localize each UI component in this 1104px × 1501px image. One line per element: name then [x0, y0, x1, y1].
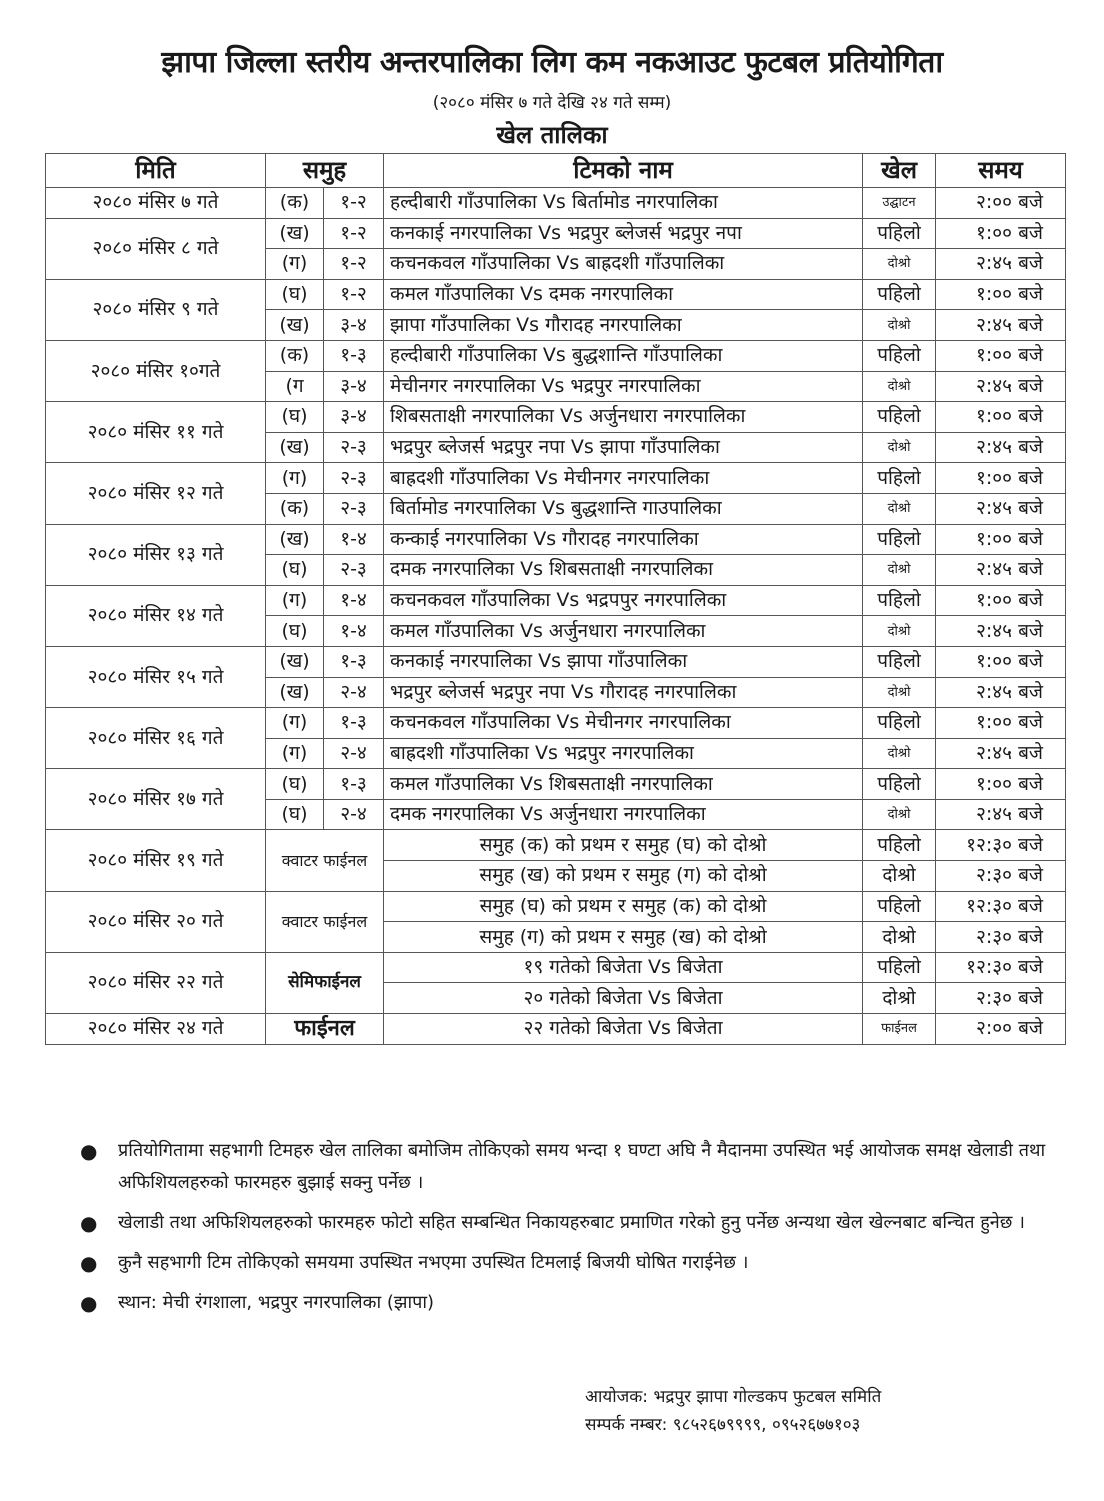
- match-date: २०८० मंसिर १४ गते: [46, 585, 266, 646]
- match-teams: कचनकवल गाँउपालिका Vs भद्रपपुर नगरपालिका: [384, 585, 863, 616]
- group-label: (घ): [266, 279, 324, 310]
- group-label: (ख): [266, 432, 324, 463]
- pair-label: २-४: [324, 677, 384, 708]
- game-label: दोश्रो: [863, 249, 936, 280]
- match-teams: कमल गाँउपालिका Vs अर्जुनधारा नगरपालिका: [384, 616, 863, 647]
- note-item: [80, 1207, 1090, 1239]
- stage-label: क्वाटर फाईनल: [266, 830, 384, 891]
- game-label: उद्घाटन: [863, 188, 936, 219]
- note-text: खेलाडी तथा अफिशियलहरुको फारमहरु फोटो सहित सम्बन्धित निकायहरुबाट प्रमाणित गरेको हुनु पर्नेछ अन्यथा खेल खेल्नबाट बन्चित हुनेछ ।: [118, 1212, 1025, 1233]
- match-teams: बाह्रदशी गाँउपालिका Vs मेचीनगर नगरपालिका: [384, 463, 863, 494]
- match-time: २:४५ बजे: [936, 432, 1066, 463]
- match-date: २०८० मंसिर १७ गते: [46, 769, 266, 830]
- game-label: फाईनल: [863, 1014, 936, 1045]
- stage-label: फाईनल: [266, 1014, 384, 1045]
- match-time: २:४५ बजे: [936, 555, 1066, 586]
- bullet-icon: ●: [80, 1291, 98, 1315]
- match-date: २०८० मंसिर १६ गते: [46, 708, 266, 769]
- match-date: २०८० मंसिर १०गते: [46, 340, 266, 401]
- group-label: (ख): [266, 677, 324, 708]
- pair-label: २-३: [324, 555, 384, 586]
- pair-label: १-४: [324, 616, 384, 647]
- match-date: २०८० मंसिर १२ गते: [46, 463, 266, 524]
- group-label: (घ): [266, 555, 324, 586]
- game-label: दोश्रो: [863, 738, 936, 769]
- game-label: पहिलो: [863, 402, 936, 433]
- pair-label: १-३: [324, 646, 384, 677]
- match-date: २०८० मंसिर ११ गते: [46, 402, 266, 463]
- pair-label: १-३: [324, 340, 384, 371]
- group-label: (क): [266, 493, 324, 524]
- table-row: [46, 463, 1066, 494]
- match-time: १:०० बजे: [936, 769, 1066, 800]
- note-text: स्थान: मेची रंगशाला, भद्रपुर नगरपालिका (झापा): [118, 1292, 435, 1313]
- table-row: [46, 524, 1066, 555]
- document-title: झापा जिल्ला स्तरीय अन्तरपालिका लिग कम नकआउट फुटबल प्रतियोगिता: [161, 45, 943, 80]
- pair-label: २-३: [324, 432, 384, 463]
- match-teams: कनकाई नगरपालिका Vs भद्रपुर ब्लेजर्स भद्रपुर नपा: [384, 218, 863, 249]
- match-date: २०८० मंसिर १३ गते: [46, 524, 266, 585]
- game-label: पहिलो: [863, 646, 936, 677]
- game-label: दोश्रो: [863, 310, 936, 341]
- col-header-game: खेल: [863, 154, 936, 188]
- match-teams: हल्दीबारी गाँउपालिका Vs बुद्धशान्ति गाँउपालिका: [384, 340, 863, 371]
- table-row: [46, 218, 1066, 249]
- match-teams: समुह (ख) को प्रथम र समुह (ग) को दोश्रो: [384, 861, 863, 892]
- match-teams: झापा गाँउपालिका Vs गौरादह नगरपालिका: [384, 310, 863, 341]
- game-label: दोश्रो: [863, 432, 936, 463]
- group-label: (ग): [266, 249, 324, 280]
- match-date: २०८० मंसिर २० गते: [46, 891, 266, 952]
- fixture-table-body: [46, 188, 1066, 1045]
- table-row: [46, 188, 1066, 219]
- match-time: २:३० बजे: [936, 922, 1066, 953]
- match-teams: भद्रपुर ब्लेजर्स भद्रपुर नपा Vs गौरादह नगरपालिका: [384, 677, 863, 708]
- table-row: [46, 830, 1066, 861]
- match-teams: समुह (क) को प्रथम र समुह (घ) को दोश्रो: [384, 830, 863, 861]
- bullet-icon: ●: [80, 1251, 98, 1275]
- pair-label: १-२: [324, 188, 384, 219]
- match-time: १:०० बजे: [936, 402, 1066, 433]
- game-label: पहिलो: [863, 524, 936, 555]
- match-date: २०८० मंसिर १९ गते: [46, 830, 266, 891]
- game-label: दोश्रो: [863, 493, 936, 524]
- match-time: १२:३० बजे: [936, 891, 1066, 922]
- match-time: २:४५ बजे: [936, 799, 1066, 830]
- match-teams: २२ गतेको बिजेता Vs बिजेता: [384, 1014, 863, 1045]
- group-label: (ग): [266, 738, 324, 769]
- group-label: (ख): [266, 646, 324, 677]
- match-time: १:०० बजे: [936, 585, 1066, 616]
- notes-list: [80, 1135, 1090, 1327]
- col-header-date: मिति: [46, 154, 266, 188]
- match-teams: कन्काई नगरपालिका Vs गौरादह नगरपालिका: [384, 524, 863, 555]
- match-time: १:०० बजे: [936, 708, 1066, 739]
- fixture-table: [45, 153, 1066, 1045]
- pair-label: ३-४: [324, 310, 384, 341]
- match-time: २:४५ बजे: [936, 371, 1066, 402]
- pair-label: १-४: [324, 524, 384, 555]
- col-header-time: समय: [936, 154, 1066, 188]
- footer-block: [585, 1383, 881, 1439]
- pair-label: १-४: [324, 585, 384, 616]
- game-label: पहिलो: [863, 279, 936, 310]
- group-label: (घ): [266, 769, 324, 800]
- match-time: २:४५ बजे: [936, 677, 1066, 708]
- group-label: (घ): [266, 799, 324, 830]
- game-label: दोश्रो: [863, 555, 936, 586]
- match-teams: बाह्रदशी गाँउपालिका Vs भद्रपुर नगरपालिका: [384, 738, 863, 769]
- match-teams: समुह (घ) को प्रथम र समुह (क) को दोश्रो: [384, 891, 863, 922]
- game-label: पहिलो: [863, 340, 936, 371]
- game-label: दोश्रो: [863, 371, 936, 402]
- match-teams: भद्रपुर ब्लेजर्स भद्रपुर नपा Vs झापा गाँउपालिका: [384, 432, 863, 463]
- pair-label: २-४: [324, 799, 384, 830]
- game-label: दोश्रो: [863, 922, 936, 953]
- group-label: (घ): [266, 616, 324, 647]
- game-label: पहिलो: [863, 830, 936, 861]
- match-teams: मेचीनगर नगरपालिका Vs भद्रपुर नगरपालिका: [384, 371, 863, 402]
- match-time: १:०० बजे: [936, 646, 1066, 677]
- match-teams: कमल गाँउपालिका Vs शिबसताक्षी नगरपालिका: [384, 769, 863, 800]
- table-row: [46, 1014, 1066, 1045]
- match-teams: बिर्तामोड नगरपालिका Vs बुद्धशान्ति गाउपालिका: [384, 493, 863, 524]
- game-label: पहिलो: [863, 463, 936, 494]
- table-row: [46, 891, 1066, 922]
- table-row: [46, 952, 1066, 983]
- match-time: २:०० बजे: [936, 188, 1066, 219]
- group-label: (ख): [266, 310, 324, 341]
- group-label: (ग): [266, 585, 324, 616]
- pair-label: २-३: [324, 493, 384, 524]
- match-teams: कमल गाँउपालिका Vs दमक नगरपालिका: [384, 279, 863, 310]
- match-date: २०८० मंसिर ७ गते: [46, 188, 266, 219]
- table-row: [46, 340, 1066, 371]
- note-text: प्रतियोगितामा सहभागी टिमहरु खेल तालिका बमोजिम तोकिएको समय भन्दा १ घण्टा अघि नै मैदानमा उपस्थित भई आयोजक समक्ष खेलाडी तथा अफिशियलहरुको फारमहरु बुझाई सक्नु पर्नेछ ।: [118, 1140, 1046, 1193]
- match-time: २:४५ बजे: [936, 616, 1066, 647]
- stage-label: सेमिफाईनल: [266, 952, 384, 1013]
- game-label: पहिलो: [863, 708, 936, 739]
- organizer-line: आयोजक: भद्रपुर झापा गोल्डकप फुटबल समिति: [585, 1387, 882, 1407]
- pair-label: ३-४: [324, 371, 384, 402]
- match-teams: शिबसताक्षी नगरपालिका Vs अर्जुनधारा नगरपालिका: [384, 402, 863, 433]
- stage-label: क्वाटर फाईनल: [266, 891, 384, 952]
- match-teams: दमक नगरपालिका Vs शिबसताक्षी नगरपालिका: [384, 555, 863, 586]
- game-label: पहिलो: [863, 769, 936, 800]
- table-row: [46, 279, 1066, 310]
- bullet-icon: ●: [80, 1139, 98, 1163]
- table-row: [46, 646, 1066, 677]
- contact-line: सम्पर्क नम्बर: ९८५२६७९९९९, ०९५२६७७१०३: [585, 1415, 861, 1435]
- match-time: २:४५ बजे: [936, 493, 1066, 524]
- col-header-group: समुह: [266, 154, 384, 188]
- match-time: १:०० बजे: [936, 340, 1066, 371]
- schedule-heading: खेल तालिका: [496, 121, 608, 149]
- note-text: कुनै सहभागी टिम तोकिएको समयमा उपस्थित नभएमा उपस्थित टिमलाई बिजयी घोषित गराईनेछ ।: [118, 1252, 749, 1273]
- pair-label: १-३: [324, 769, 384, 800]
- match-teams: १९ गतेको बिजेता Vs बिजेता: [384, 952, 863, 983]
- match-teams: हल्दीबारी गाँउपालिका Vs बिर्तामोड नगरपालिका: [384, 188, 863, 219]
- match-date: २०८० मंसिर १५ गते: [46, 646, 266, 707]
- bullet-icon: ●: [80, 1211, 98, 1235]
- group-label: (ख): [266, 524, 324, 555]
- col-header-teams: टिमको नाम: [384, 154, 863, 188]
- match-teams: दमक नगरपालिका Vs अर्जुनधारा नगरपालिका: [384, 799, 863, 830]
- group-label: (क): [266, 188, 324, 219]
- table-row: [46, 585, 1066, 616]
- group-label: (ग: [266, 371, 324, 402]
- game-label: दोश्रो: [863, 677, 936, 708]
- match-time: २:०० बजे: [936, 1014, 1066, 1045]
- table-header-row: [46, 154, 1066, 188]
- game-label: पहिलो: [863, 585, 936, 616]
- group-label: (क): [266, 340, 324, 371]
- group-label: (ख): [266, 218, 324, 249]
- match-time: १:०० बजे: [936, 218, 1066, 249]
- pair-label: २-३: [324, 463, 384, 494]
- note-item: [80, 1135, 1090, 1199]
- match-date: २०८० मंसिर २४ गते: [46, 1014, 266, 1045]
- table-row: [46, 708, 1066, 739]
- game-label: दोश्रो: [863, 983, 936, 1014]
- pair-label: १-२: [324, 279, 384, 310]
- match-date: २०८० मंसिर ८ गते: [46, 218, 266, 279]
- match-date: २०८० मंसिर २२ गते: [46, 952, 266, 1013]
- note-item: [80, 1247, 1090, 1279]
- game-label: पहिलो: [863, 218, 936, 249]
- group-label: (घ): [266, 402, 324, 433]
- game-label: दोश्रो: [863, 799, 936, 830]
- pair-label: ३-४: [324, 402, 384, 433]
- table-row: [46, 769, 1066, 800]
- match-time: २:४५ बजे: [936, 738, 1066, 769]
- match-time: १:०० बजे: [936, 279, 1066, 310]
- match-time: २:४५ बजे: [936, 249, 1066, 280]
- game-label: पहिलो: [863, 891, 936, 922]
- pair-label: १-२: [324, 218, 384, 249]
- match-teams: कचनकवल गाँउपालिका Vs मेचीनगर नगरपालिका: [384, 708, 863, 739]
- date-range-subtitle: (२०८० मंसिर ७ गते देखि २४ गते सम्म): [432, 93, 672, 113]
- match-time: २:४५ बजे: [936, 310, 1066, 341]
- match-time: १२:३० बजे: [936, 952, 1066, 983]
- match-time: २:३० बजे: [936, 861, 1066, 892]
- note-item: [80, 1287, 1090, 1319]
- match-teams: कनकाई नगरपालिका Vs झापा गाँउपालिका: [384, 646, 863, 677]
- game-label: पहिलो: [863, 952, 936, 983]
- pair-label: २-४: [324, 738, 384, 769]
- match-teams: कचनकवल गाँउपालिका Vs बाह्रदशी गाँउपालिका: [384, 249, 863, 280]
- match-time: १२:३० बजे: [936, 830, 1066, 861]
- match-time: २:३० बजे: [936, 983, 1066, 1014]
- pair-label: १-३: [324, 708, 384, 739]
- match-teams: २० गतेको बिजेता Vs बिजेता: [384, 983, 863, 1014]
- match-teams: समुह (ग) को प्रथम र समुह (ख) को दोश्रो: [384, 922, 863, 953]
- match-time: १:०० बजे: [936, 524, 1066, 555]
- match-date: २०८० मंसिर ९ गते: [46, 279, 266, 340]
- game-label: दोश्रो: [863, 861, 936, 892]
- group-label: (ग): [266, 708, 324, 739]
- pair-label: १-२: [324, 249, 384, 280]
- match-time: १:०० बजे: [936, 463, 1066, 494]
- table-row: [46, 402, 1066, 433]
- group-label: (ग): [266, 463, 324, 494]
- game-label: दोश्रो: [863, 616, 936, 647]
